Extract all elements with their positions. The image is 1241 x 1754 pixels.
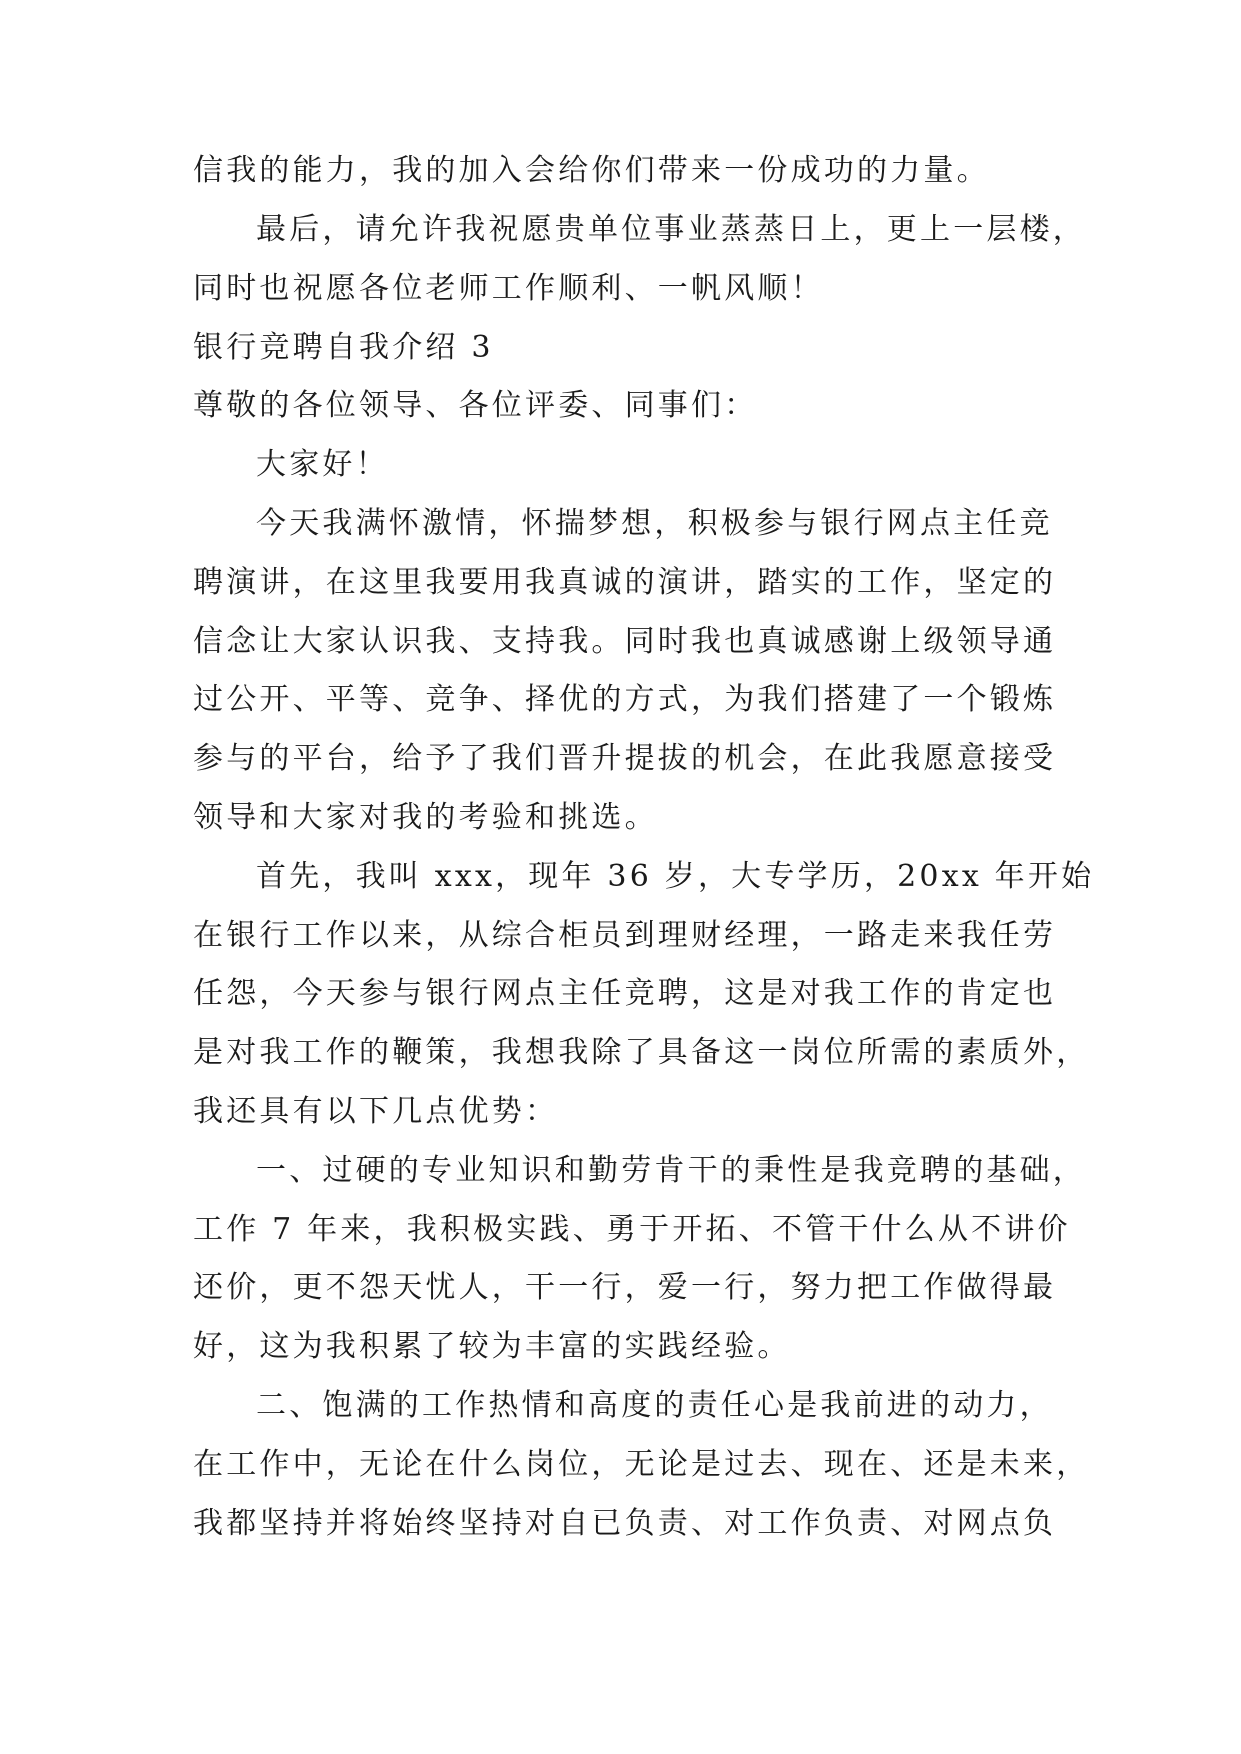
section-heading: 银行竞聘自我介绍 3	[193, 330, 494, 365]
text-line: 过公开、平等、竞争、择优的方式，为我们搭建了一个锻炼	[193, 682, 1057, 717]
text-line: 我还具有以下几点优势：	[193, 1094, 559, 1129]
text-line: 在工作中，无论在什么岗位，无论是过去、现在、还是未来，	[193, 1447, 1090, 1482]
text-line: 二、饱满的工作热情和高度的责任心是我前进的动力，	[256, 1388, 1053, 1423]
text-line: 同时也祝愿各位老师工作顺利、一帆风顺！	[193, 271, 824, 306]
text-line: 工作 7 年来，我积极实践、勇于开拓、不管干什么从不讲价	[193, 1212, 1071, 1247]
text-line: 我都坚持并将始终坚持对自已负责、对工作负责、对网点负	[193, 1506, 1057, 1541]
text-line: 一、过硬的专业知识和勤劳肯干的秉性是我竞聘的基础，	[256, 1153, 1086, 1188]
text-line: 信我的能力，我的加入会给你们带来一份成功的力量。	[193, 153, 990, 188]
text-line: 首先，我叫 xxx，现年 36 岁，大专学历，20xx 年开始	[256, 859, 1095, 894]
text-line: 参与的平台，给予了我们晋升提拔的机会，在此我愿意接受	[193, 741, 1057, 776]
text-line: 今天我满怀激情，怀揣梦想，积极参与银行网点主任竞	[256, 506, 1053, 541]
text-line: 还价，更不怨天忧人，干一行，爱一行，努力把工作做得最	[193, 1270, 1057, 1305]
salutation: 尊敬的各位领导、各位评委、同事们：	[193, 388, 758, 423]
text-line: 最后，请允许我祝愿贵单位事业蒸蒸日上，更上一层楼，	[256, 212, 1086, 247]
text-line: 领导和大家对我的考验和挑选。	[193, 800, 658, 835]
text-line: 好，这为我积累了较为丰富的实践经验。	[193, 1329, 791, 1364]
text-line: 信念让大家认识我、支持我。同时我也真诚感谢上级领导通	[193, 624, 1057, 659]
text-line: 任怨，今天参与银行网点主任竞聘，这是对我工作的肯定也	[193, 976, 1057, 1011]
text-line: 聘演讲，在这里我要用我真诚的演讲，踏实的工作，坚定的	[193, 565, 1057, 600]
text-line: 是对我工作的鞭策，我想我除了具备这一岗位所需的素质外，	[193, 1035, 1090, 1070]
greeting: 大家好！	[256, 447, 389, 482]
text-line: 在银行工作以来，从综合柜员到理财经理，一路走来我任劳	[193, 918, 1057, 953]
